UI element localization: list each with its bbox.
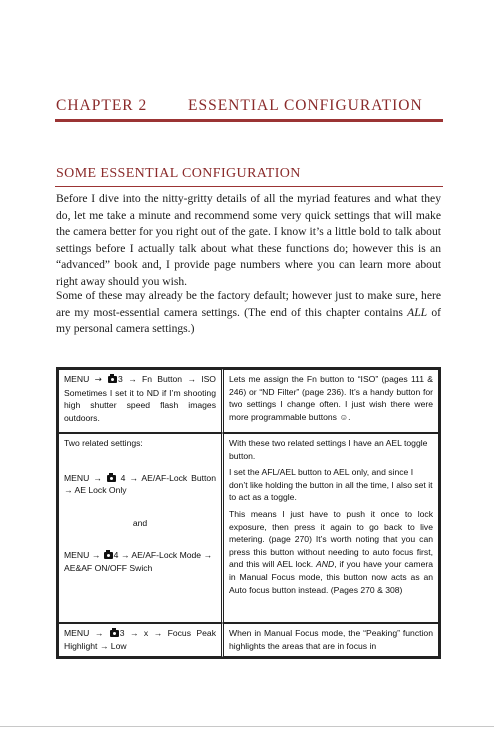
setting-intro: Two related settings: — [64, 438, 143, 448]
intro-paragraph: Before I dive into the nitty-gritty details of all the myriad features and what they do, let me take a minute and recommend some very quick settings that will make the camera better for you right out of the gate. I know it’s a little bold to talk about settings before I actually talk about what these functions do; however this is an “advanced” book and, I provide page numbers where you can learn more about right away should you wish. — [56, 192, 441, 288]
settings-paragraph-text-b: of my personal camera settings.) — [56, 305, 441, 336]
setting-path-cell — [58, 623, 224, 657]
settings-paragraph-text-a: Some of these may already be the factory default; however just to make sure, here are my most-essential camera settings. (The end of this chapter contains — [56, 289, 441, 319]
description-text: This means I just have to push it once to lock exposure, then press it again to go back to live metering. (page 270) It’s worth noting that you can press this button without needing to auto focus first, and this will AEL lock. — [229, 508, 433, 570]
chapter-heading-rule — [55, 119, 443, 122]
chapter-title: ESSENTIAL CONFIGURATION — [188, 97, 423, 114]
setting-description-cell: When in Manual Focus mode, the “Peaking” function highlights the areas that are in focus in — [224, 623, 439, 657]
description-paragraph — [229, 508, 433, 596]
menu-path — [64, 549, 216, 574]
menu-path-text: 3 → x → Focus Peak Highlight → Low — [64, 628, 216, 651]
and-separator: and — [132, 517, 148, 528]
section-heading: SOME ESSENTIAL CONFIGURATION — [56, 166, 301, 181]
table-row — [58, 623, 439, 657]
chapter-number: CHAPTER 2 — [56, 97, 148, 114]
camera-icon — [108, 376, 117, 383]
description-emphasis: AND — [316, 559, 335, 570]
menu-path — [64, 472, 216, 497]
menu-path-text: 4 → AE/AF-Lock Mode → AE&AF ON/OFF Swich — [64, 550, 213, 573]
settings-table — [56, 367, 441, 659]
settings-paragraph — [56, 288, 441, 338]
description-paragraph: I set the AFL/AEL button to AEL only, and since I don’t like holding the button in all the time, I also set it to act as a toggle. — [229, 467, 433, 503]
setting-path-cell — [58, 433, 224, 623]
menu-path-text: 3 → Fn Button → ISO Sometimes I set it to ND if I’m shooting high shutter speed flash images outdoors. — [64, 374, 216, 423]
menu-path-text: MENU → — [64, 472, 106, 483]
table-row — [58, 433, 439, 623]
arrow-icon: → — [94, 375, 102, 385]
setting-description-cell — [224, 433, 439, 623]
camera-icon — [110, 630, 119, 637]
description-text: , if you have your camera in Manual Focus mode, this button now acts as an Auto focus button instead. (Pages 270 & 308) — [229, 559, 433, 595]
menu-path-text: 4 → AE/AF-Lock Button → AE Lock Only — [64, 472, 216, 496]
menu-path-text: MENU → — [64, 550, 103, 561]
camera-icon — [104, 552, 113, 559]
description-paragraph: With these two related settings I have an AEL toggle button. — [229, 438, 428, 461]
page-bottom-edge — [0, 726, 494, 727]
table-row — [58, 369, 439, 433]
settings-paragraph-emphasis: ALL — [407, 305, 428, 319]
chapter-heading — [56, 97, 443, 115]
section-heading-rule — [55, 186, 443, 187]
camera-icon — [107, 475, 116, 482]
setting-description-cell: Lets me assign the Fn button to “ISO” (pages 111 & 246) or “ND Filter” (page 236). It’s a handy button for two settings I change often. I just wish there were more programmable buttons ☺. — [224, 369, 439, 433]
menu-path-text: MENU → — [64, 628, 109, 638]
menu-path-text: MENU — [64, 374, 95, 384]
setting-path-cell — [58, 369, 224, 433]
